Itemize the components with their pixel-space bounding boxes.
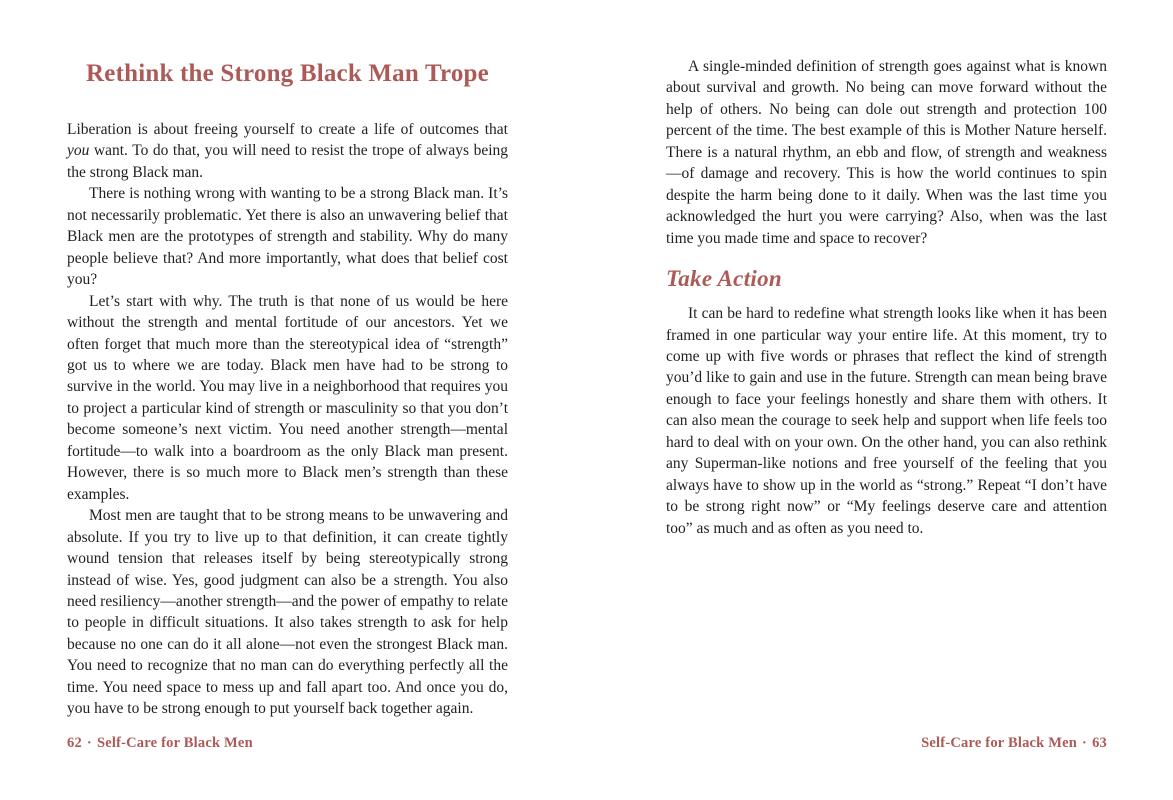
right-page-footer [666, 735, 1107, 752]
paragraph [666, 303, 1107, 539]
text-run: A single-minded definition of strength goes against what is known about survival and growth. No being can move forward without the help of others. No being can dole out strength and protection 100 percent of the time. The best example of this is Mother Nature herself. There is a natural rhythm, an ebb and flow, of strength and weakness—of damage and recovery. This is how the world continues to spin despite the harm being done to it daily. When was the last time you acknowledged the hurt you were carrying? Also, when was the last time you made time and space to recover? [666, 58, 1107, 247]
text-run: Most men are taught that to be strong means to be unwavering and absolute. If you try to live up to that definition, it can create tightly wound tension that releases itself by being stereotypically strong instead of wise. Yes, good judgment can also be a strength. You also need resiliency—another strength—and the power of empathy to relate to people in difficult situations. It also takes strength to ask for help because no one can do it all alone—not even the strongest Black man. You need to recognize that no man can do everything perfectly all the time. You need space to mess up and fall apart too. And once you do, you have to be strong enough to put yourself back together again. [67, 507, 508, 718]
emphasized-text: you [67, 142, 90, 160]
paragraph [67, 183, 508, 290]
text-run: There is nothing wrong with wanting to be a strong Black man. It’s not necessarily problematic. Yet there is also an unwavering belief that Black men are the prototypes of strength and stability. Why do many people believe that? And more importantly, what does that belief cost you? [67, 185, 508, 289]
left-page-body [67, 119, 508, 720]
page-number: 62 [67, 735, 82, 751]
footer-separator-dot: · [86, 735, 92, 751]
right-page-section-body [666, 303, 1107, 539]
paragraph [67, 119, 508, 183]
running-title: Self-Care for Black Men [921, 735, 1078, 751]
text-run: want. To do that, you will need to resist the trope of always being the strong Black man. [67, 142, 508, 181]
chapter-title: Rethink the Strong Black Man Trope [86, 60, 489, 87]
page-right [666, 0, 1107, 800]
right-page-intro-body [666, 0, 1107, 249]
text-run: It can be hard to redefine what strength looks like when it has been framed in one particular way your entire life. At this moment, try to come up with five words or phrases that reflect the kind of strength you’d like to gain and use in the future. Strength can mean being brave enough to face your feelings honestly and share them with others. It can also mean the courage to seek help and support when life feels too hard to deal with on your own. On the other hand, you can also rethink any Superman-like notions and free yourself of the feeling that you always have to show up in the world as “strong.” Repeat “I don’t have to be strong right now” or “My feelings deserve care and attention too” as much and as often as you need to. [666, 305, 1107, 537]
take-action-heading: Take Action [666, 266, 782, 292]
paragraph [67, 291, 508, 506]
running-title: Self-Care for Black Men [96, 735, 253, 751]
text-run: Let’s start with why. The truth is that none of us would be here without the strength and mental fortitude of our ancestors. Yet we often forget that much more than the stereotypical idea of “strength” got us to where we are today. Black men have had to be strong to survive in the world. You may live in a neighborhood that requires you to project a particular kind of strength or masculinity so that you don’t become someone’s next victim. You need another strength—mental fortitude—to walk into a boardroom as the only Black man present. However, there is so much more to Black men’s strength than these examples. [67, 292, 508, 503]
page-number: 63 [1092, 735, 1107, 751]
page-left [67, 0, 508, 800]
left-page-footer [67, 735, 508, 752]
footer-separator-dot: · [1082, 735, 1088, 751]
text-run: Liberation is about freeing yourself to create a life of outcomes that [67, 121, 508, 138]
paragraph [666, 56, 1107, 249]
paragraph [67, 505, 508, 720]
